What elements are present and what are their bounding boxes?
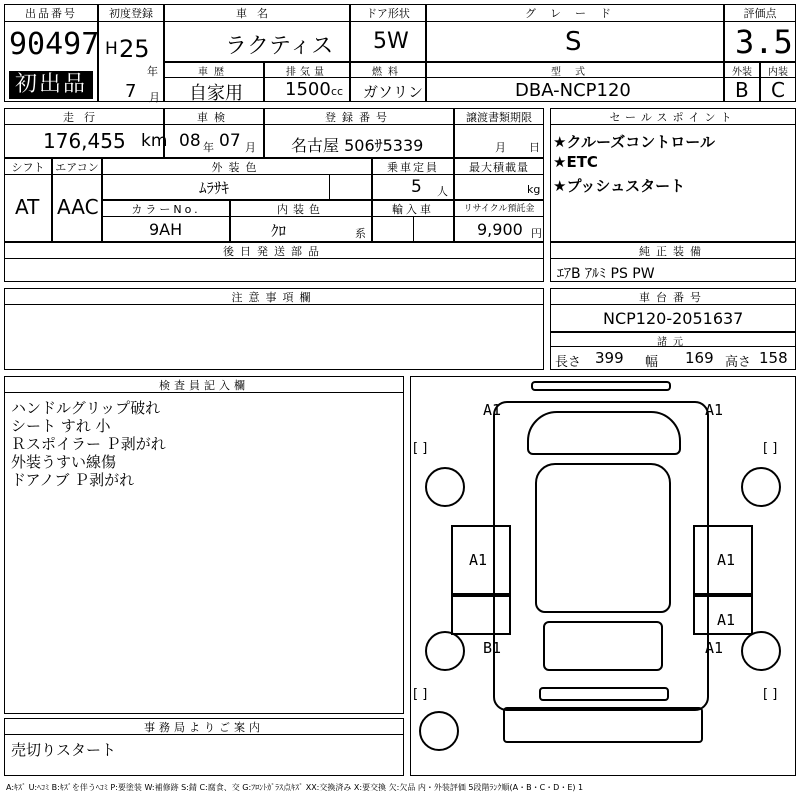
interior-color-cell [230, 200, 372, 242]
transfer-month-unit: 月 [495, 141, 506, 154]
inspector-line: Ｒスポイラー Ｐ剥がれ [11, 435, 166, 453]
car-name-value: ラクティス [225, 34, 334, 59]
equipment-value: ｴｱB ｱﾙﾐ PS PW [557, 266, 655, 282]
bracket-left-rear: [ ] [413, 687, 428, 702]
mark-door-rear-right: A1 [717, 611, 736, 629]
recycle-label: リサイクル預託金 [455, 201, 543, 217]
mark-rear-wheel-right: A1 [705, 639, 724, 657]
displacement-unit: cc [331, 85, 344, 98]
mark-rear-wheel-left: B1 [483, 639, 502, 657]
first-listing-badge: 初出品 [9, 71, 93, 99]
equipment-label: 純正装備 [551, 243, 795, 259]
inspection-year: 08 [179, 131, 201, 151]
ext-rating-label: 外装 [725, 63, 759, 78]
office-cell [4, 718, 404, 776]
inspection-month-unit: 月 [245, 141, 256, 154]
displacement-cell [264, 62, 350, 102]
fuel-cell [350, 62, 426, 102]
recycle-cell [454, 200, 544, 242]
import-label: 輸入車 [373, 201, 453, 217]
inspector-cell [4, 376, 404, 714]
capacity-label: 乗車定員 [373, 159, 453, 175]
fuel-value: ガソリン [363, 83, 424, 101]
registration-value: 名古屋 506ｻ5339 [291, 136, 424, 155]
sales-points-label: セールスポイント [551, 109, 795, 125]
aircon-value: AAC [57, 195, 99, 219]
capacity-value: 5 [411, 177, 422, 197]
grade-label: グレード [427, 5, 723, 22]
bracket-right-rear: [ ] [763, 687, 778, 702]
sales-point-item: ★プッシュスタート [553, 177, 686, 195]
inspection-label: 車検 [165, 109, 263, 125]
color-no-cell [102, 200, 230, 242]
registration-cell [264, 108, 454, 158]
inspector-line: ドアノブ Ｐ剥がれ [11, 471, 135, 489]
int-rating-cell [760, 62, 796, 102]
height-value: 158 [759, 349, 788, 367]
hood-panel [527, 411, 681, 455]
exterior-color-divider [329, 175, 330, 201]
reg-month: 7 [125, 81, 137, 102]
mark-front-left: A1 [483, 401, 502, 419]
damage-legend: A:ｷｽﾞ U:ﾍｺﾐ B:ｷｽﾞを伴うﾍｺﾐ P:要塗装 W:補修跡 S:錆 C:腐食、交 G:ﾌﾛﾝﾄｶﾞﾗｽ点ｷｽﾞ XX:交換済み X:要交換 欠:欠品 内・外装評価 5段階ﾗﾝｸ順(A・B・C・D・E) 1 [6, 783, 584, 792]
car-diagram [410, 376, 796, 776]
car-name-cell [164, 4, 350, 62]
mark-front-right: A1 [705, 401, 724, 419]
displacement-value: 1500 [285, 79, 331, 100]
office-value: 売切りスタート [11, 741, 117, 759]
mileage-label: 走行 [5, 109, 163, 125]
ext-rating-value: B [735, 78, 749, 102]
shift-label: シフト [5, 159, 51, 175]
notes-label: 注意事項欄 [5, 289, 543, 305]
color-no-value: 9AH [149, 220, 183, 239]
exterior-color-label: 外装色 [103, 159, 371, 175]
transfer-deadline-cell [454, 108, 544, 158]
height-label: 高さ [725, 355, 752, 370]
fuel-label: 燃料 [351, 63, 425, 78]
interior-color-unit: 系 [355, 227, 366, 240]
door-label: ドア形状 [351, 5, 425, 22]
inspector-line: 外装うすい線傷 [11, 453, 117, 471]
door-value: 5W [373, 29, 409, 54]
wheel-rear-left [425, 631, 465, 671]
inspection-month: 07 [219, 131, 241, 151]
sales-point-item: ★ETC [553, 153, 598, 171]
int-rating-label: 内装 [761, 63, 795, 78]
ext-rating-cell [724, 62, 760, 102]
model-value: DBA-NCP120 [515, 80, 631, 101]
lot-label: 出品番号 [5, 5, 97, 22]
import-divider [413, 217, 414, 243]
equipment-cell [550, 242, 796, 282]
bracket-right: [ ] [763, 441, 778, 456]
door-cell [350, 4, 426, 62]
wheel-front-left [425, 467, 465, 507]
era: H [105, 39, 118, 59]
mark-door-front-left: A1 [469, 551, 488, 569]
registration-label: 登録番号 [265, 109, 453, 125]
aircon-label: エアコン [53, 159, 101, 175]
shift-cell [4, 158, 52, 242]
notes-cell [4, 288, 544, 370]
width-value: 169 [685, 349, 714, 367]
grade-cell [426, 4, 724, 62]
capacity-cell [372, 158, 454, 200]
roof-panel [535, 463, 671, 613]
max-load-cell [454, 158, 544, 200]
score-value: 3.5 [735, 23, 793, 61]
recycle-value: 9,900 [477, 220, 523, 239]
reg-year: 25 [119, 35, 150, 63]
dims-cell [550, 332, 796, 370]
history-cell [164, 62, 264, 102]
displacement-label: 排気量 [265, 63, 349, 78]
rear-bumper-bar [539, 687, 669, 701]
int-rating-value: C [771, 78, 785, 102]
sales-point-item: ★クルーズコントロール [553, 133, 715, 151]
transfer-day-unit: 日 [529, 141, 540, 154]
inspection-cell [164, 108, 264, 158]
length-value: 399 [595, 349, 624, 367]
score-label: 評価点 [725, 5, 795, 22]
inspector-line: シート すれ 小 [11, 417, 111, 435]
grade-value: S [565, 27, 582, 57]
dims-label: 諸元 [551, 333, 795, 347]
shift-value: AT [15, 195, 40, 219]
rear-window [543, 621, 663, 671]
color-no-label: カラーNo. [103, 201, 229, 217]
wheel-front-right [741, 467, 781, 507]
spare-wheel [419, 711, 459, 751]
mark-door-front-right: A1 [717, 551, 736, 569]
aircon-cell [52, 158, 102, 242]
chassis-label: 車台番号 [551, 289, 795, 305]
lot-cell [4, 4, 98, 102]
mileage-unit: km [141, 131, 168, 151]
later-parts-cell [4, 242, 544, 282]
score-cell [724, 4, 796, 62]
wheel-rear-right [741, 631, 781, 671]
model-label: 型式 [427, 63, 723, 78]
chassis-value: NCP120-2051637 [603, 309, 744, 328]
max-load-unit: kg [527, 183, 541, 196]
length-label: 長さ [555, 355, 582, 370]
exterior-color-value: ﾑﾗｻｷ [199, 179, 230, 197]
capacity-unit: 人 [437, 185, 448, 198]
mileage-value: 176,455 [43, 129, 126, 153]
mileage-cell [4, 108, 168, 158]
door-rear-left [451, 595, 511, 635]
max-load-label: 最大積載量 [455, 159, 543, 175]
interior-color-label: 内装色 [231, 201, 371, 217]
transfer-deadline-label: 譲渡書類期限 [455, 109, 543, 125]
history-label: 車歴 [165, 63, 263, 78]
front-bumper-bar [531, 381, 671, 391]
sales-points-cell [550, 108, 796, 242]
lot-number: 90497 [9, 27, 100, 62]
reg-year-unit: 年 [147, 65, 158, 78]
first-registration-cell [98, 4, 164, 102]
model-cell [426, 62, 724, 102]
later-parts-label: 後日発送部品 [5, 243, 543, 259]
exterior-color-cell [102, 158, 372, 200]
import-cell [372, 200, 454, 242]
history-value: 自家用 [189, 83, 243, 104]
chassis-cell [550, 288, 796, 332]
width-label: 幅 [645, 355, 659, 370]
reg-month-unit: 月 [149, 91, 160, 104]
recycle-unit: 円 [531, 227, 542, 240]
car-name-label: 車名 [165, 5, 349, 22]
tail-gate [503, 707, 703, 743]
office-label: 事務局よりご案内 [5, 719, 403, 735]
bracket-left: [ ] [413, 441, 428, 456]
inspection-year-unit: 年 [203, 141, 214, 154]
inspector-line: ハンドルグリップ破れ [11, 399, 161, 417]
inspector-label: 検査員記入欄 [5, 377, 403, 393]
first-registration-label: 初度登録 [99, 5, 163, 22]
interior-color-value: ｸﾛ [271, 222, 287, 240]
